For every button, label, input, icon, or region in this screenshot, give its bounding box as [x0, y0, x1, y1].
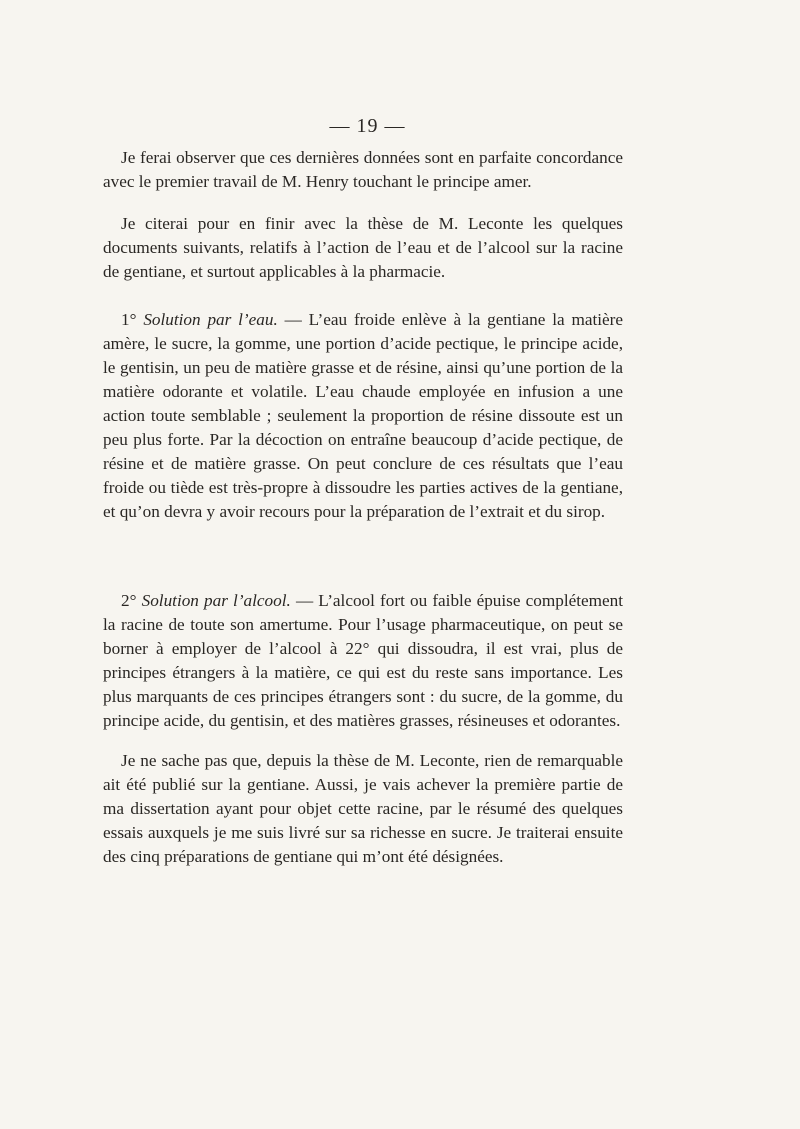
paragraph-block-1: [103, 146, 623, 194]
paragraph-conclusion: Je ne sache pas que, depuis la thèse de M. Leconte, rien de remarquable ait été publié sur la gentiane. Aussi, je vais achever la première partie de ma dissertation ayant pour objet cette racine, par le résumé des quelques essais auxquels je me suis livré sur sa richesse en sucre. Je traiterai ensuite des cinq préparations de gentiane qui m’ont été désignées.: [103, 751, 623, 866]
paragraph-solution-eau: [103, 308, 623, 524]
paragraph-block-5: [103, 749, 623, 869]
section-body-alcool: — L’alcool fort ou faible épuise complétement la racine de toute son amertume. Pour l’usage pharmaceutique, on peut se borner à employer de l’alcool à 22° qui dissoudra, il est vrai, plus de principes étrangers à la matière, ce qui est du reste sans importance. Les plus marquants de ces principes étrangers sont : du sucre, de la gomme, du principe acide, du gentisin, et des matières grasses, résineuses et odorantes.: [103, 591, 623, 730]
paragraph-solution-alcool: [103, 589, 623, 733]
section-title-alcool: Solution par l’alcool.: [141, 591, 291, 610]
paragraph-block-2: [103, 212, 623, 284]
section-title-eau: Solution par l’eau.: [143, 310, 278, 329]
section-number-2: 2°: [121, 591, 142, 610]
paragraph-block-4: [103, 589, 623, 733]
paragraph-block-3: [103, 308, 623, 524]
paragraph-henry: Je ferai observer que ces dernières données sont en parfaite concordance avec le premier travail de M. Henry touchant le principe amer.: [103, 148, 623, 191]
section-body-eau: — L’eau froide enlève à la gentiane la matière amère, le sucre, la gomme, une portion d’acide pectique, le principe acide, le gentisin, un peu de matière grasse et de résine, ainsi qu’une portion de la matière odorante et volatile. L’eau chaude employée en infusion a une action toute semblable ; seulement la proportion de résine dissoute est un peu plus forte. Par la décoction on entraîne beaucoup d’acide pectique, de résine et de matière grasse. On peut conclure de ces résultats que l’eau froide ou tiède est très-propre à dissoudre les parties actives de la gentiane, et qu’on devra y avoir recours pour la préparation de l’extrait et du sirop.: [103, 310, 623, 521]
section-number-1: 1°: [121, 310, 144, 329]
page-number: — 19 —: [329, 115, 406, 137]
paragraph-leconte: Je citerai pour en finir avec la thèse de M. Leconte les quelques documents suivants, relatifs à l’action de l’eau et de l’alcool sur la racine de gentiane, et surtout applicables à la pharmacie.: [103, 214, 623, 281]
